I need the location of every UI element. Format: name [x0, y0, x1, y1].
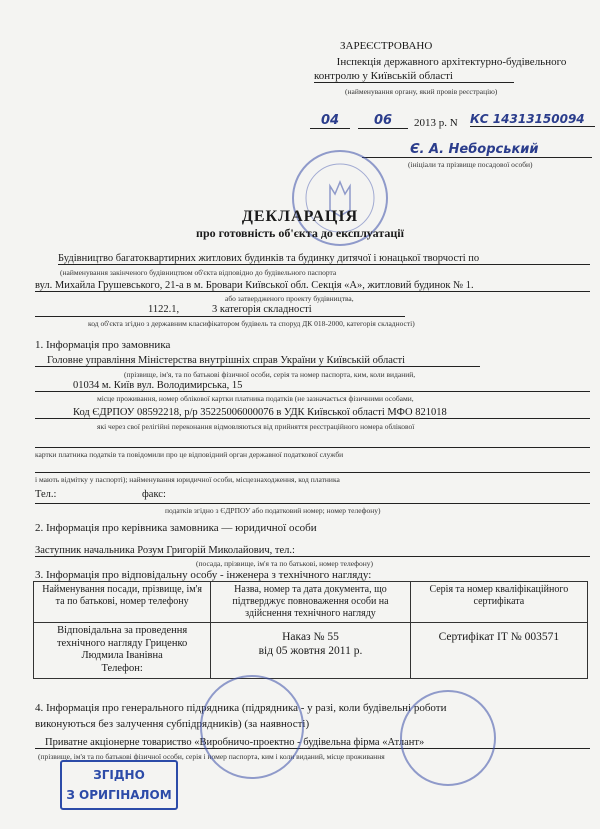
supervisor-table — [33, 581, 588, 679]
section1-tel-line — [35, 503, 590, 504]
section2-heading: 2. Інформація про керівника замовника — юридичної особи — [35, 522, 317, 534]
registration-date-day: 04 — [310, 113, 350, 129]
section4-line2: виконуються без залучення субпідрядників) (за наявності) — [35, 718, 310, 730]
object-code: 1122.1, — [148, 304, 180, 315]
section2-line1: Заступник начальника Розум Григорій Миколайович, тел.: — [35, 545, 590, 557]
table-cell-person — [34, 623, 211, 679]
table-header-row — [34, 582, 588, 623]
section4-line3: Приватне акціонерне товариство «Виробничо-проектно - будівельна фірма «Атлант» — [35, 737, 590, 749]
object-caption2: або затвердженого проекту будівництва, — [225, 294, 354, 303]
section1-caption2: місце проживання, номер облікової картки платника податків (не зазначається фізичними особами, — [97, 394, 414, 403]
object-line1: Будівництво багатоквартирних житлових будинків та будинку дитячої і юнацької творчості по — [58, 253, 590, 265]
registration-year: 2013 р. N — [414, 117, 458, 129]
person-line3: Людмила Іванівна — [81, 650, 163, 662]
object-category: 3 категорія складності — [212, 304, 312, 315]
section1-line3: Код ЄДРПОУ 08592218, р/р 35225006000076 в УДК Київської області МФО 821018 — [35, 407, 590, 419]
section1-caption1: (прізвище, ім'я, та по батькові фізичної особи, серія та номер паспорта, ким, коли виданий, — [124, 370, 416, 379]
object-caption3: код об'єкта згідно з державним класифікатором будівель та споруд ДК 018-2000, категорія складності) — [88, 319, 415, 328]
registration-title: ЗАРЕЄСТРОВАНО — [340, 40, 433, 52]
registration-authority-line2: контролю у Київській області — [314, 70, 514, 83]
section1-line1: Головне управління Міністерства внутрішніх справ України у Київській області — [35, 355, 480, 367]
copy-stamp-line1: ЗГІДНО — [93, 768, 145, 782]
page-subtitle: про готовність об'єкта до експлуатації — [196, 226, 404, 240]
object-caption1: (найменування закінченого будівництвом об'єкта відповідно до будівельного паспорта — [60, 268, 337, 277]
table-cell-certificate: Сертифікат ІТ № 003571 — [410, 623, 587, 679]
section1-blank-line1 — [35, 447, 590, 448]
registration-authority-caption: (найменування органу, який провів реєстрацію) — [345, 87, 498, 96]
section1-caption4: картки платника податків та повідомили про це відповідний орган державної податкової служби — [35, 450, 344, 459]
section1-tel-label: Тел.: — [35, 489, 57, 500]
person-line1: Відповідальна за проведення — [57, 625, 188, 636]
section1-fax-label: факс: — [142, 489, 166, 500]
registration-signature-name: Є. А. Неборський — [410, 142, 539, 157]
company-seal — [400, 690, 496, 786]
object-code-line — [35, 316, 405, 317]
registration-signature-caption: (ініціали та прізвище посадової особи) — [408, 160, 533, 169]
section1-heading: 1. Інформація про замовника — [35, 339, 171, 351]
section1-caption6: податків згідно з ЄДРПОУ або податковий номер; номер телефону) — [165, 506, 381, 515]
section1-blank-line2 — [35, 472, 590, 473]
table-row — [34, 623, 588, 679]
registration-signature-line — [362, 157, 592, 158]
table-header-cell: Найменування посади, прізвище, ім'я та по батькові, номер телефону — [34, 582, 211, 623]
table-cell-order — [211, 623, 410, 679]
contractor-seal — [200, 675, 304, 779]
section1-line2: 01034 м. Київ вул. Володимирська, 15 — [35, 380, 590, 392]
object-line2: вул. Михайла Грушевського, 21-а в м. Бровари Київської обл. Секція «А», житловий будинок № 1. — [35, 280, 590, 292]
order-line1: Наказ № 55 — [282, 631, 339, 643]
person-line4: Телефон: — [101, 662, 143, 674]
section4-line1: 4. Інформація про генерального підрядника (підрядника - у разі, коли будівельні роботи — [35, 702, 447, 714]
table-header-cell: Назва, номер та дата документа, що підтверджує повноваження особи на здійснення технічного нагляду — [211, 582, 410, 623]
page-title: ДЕКЛАРАЦІЯ — [241, 208, 359, 225]
order-line2: від 05 жовтня 2011 р. — [258, 644, 363, 657]
registration-authority-line1: Інспекція державного архітектурно-будівельного — [336, 56, 567, 68]
registration-date-month: 06 — [358, 113, 408, 129]
copy-stamp — [60, 760, 178, 810]
section4-caption1: (прізвище, ім'я та по батькові фізичної особи, серія і номер паспорта, ким і коли виданий, місце проживання — [38, 752, 385, 761]
registration-number: КС 14313150094 — [470, 112, 595, 127]
section1-caption3: які через свої релігійні переконання відмовляються від прийняття реєстраційного номера облікової — [97, 422, 415, 431]
copy-stamp-line2: З ОРИГІНАЛОМ — [66, 788, 172, 802]
section3-heading: 3. Інформація про відповідальну особу - інженера з технічного нагляду: — [35, 569, 372, 581]
section2-caption1: (посада, прізвище, ім'я та по батькові, номер телефону) — [196, 559, 374, 568]
table-header-cell: Серія та номер кваліфікаційного сертифіката — [410, 582, 587, 623]
section1-caption5: і мають відмітку у паспорті); найменування юридичної особи, місцезнаходження, код платника — [35, 475, 340, 484]
person-line2: технічного нагляду Гриценко — [56, 637, 188, 649]
